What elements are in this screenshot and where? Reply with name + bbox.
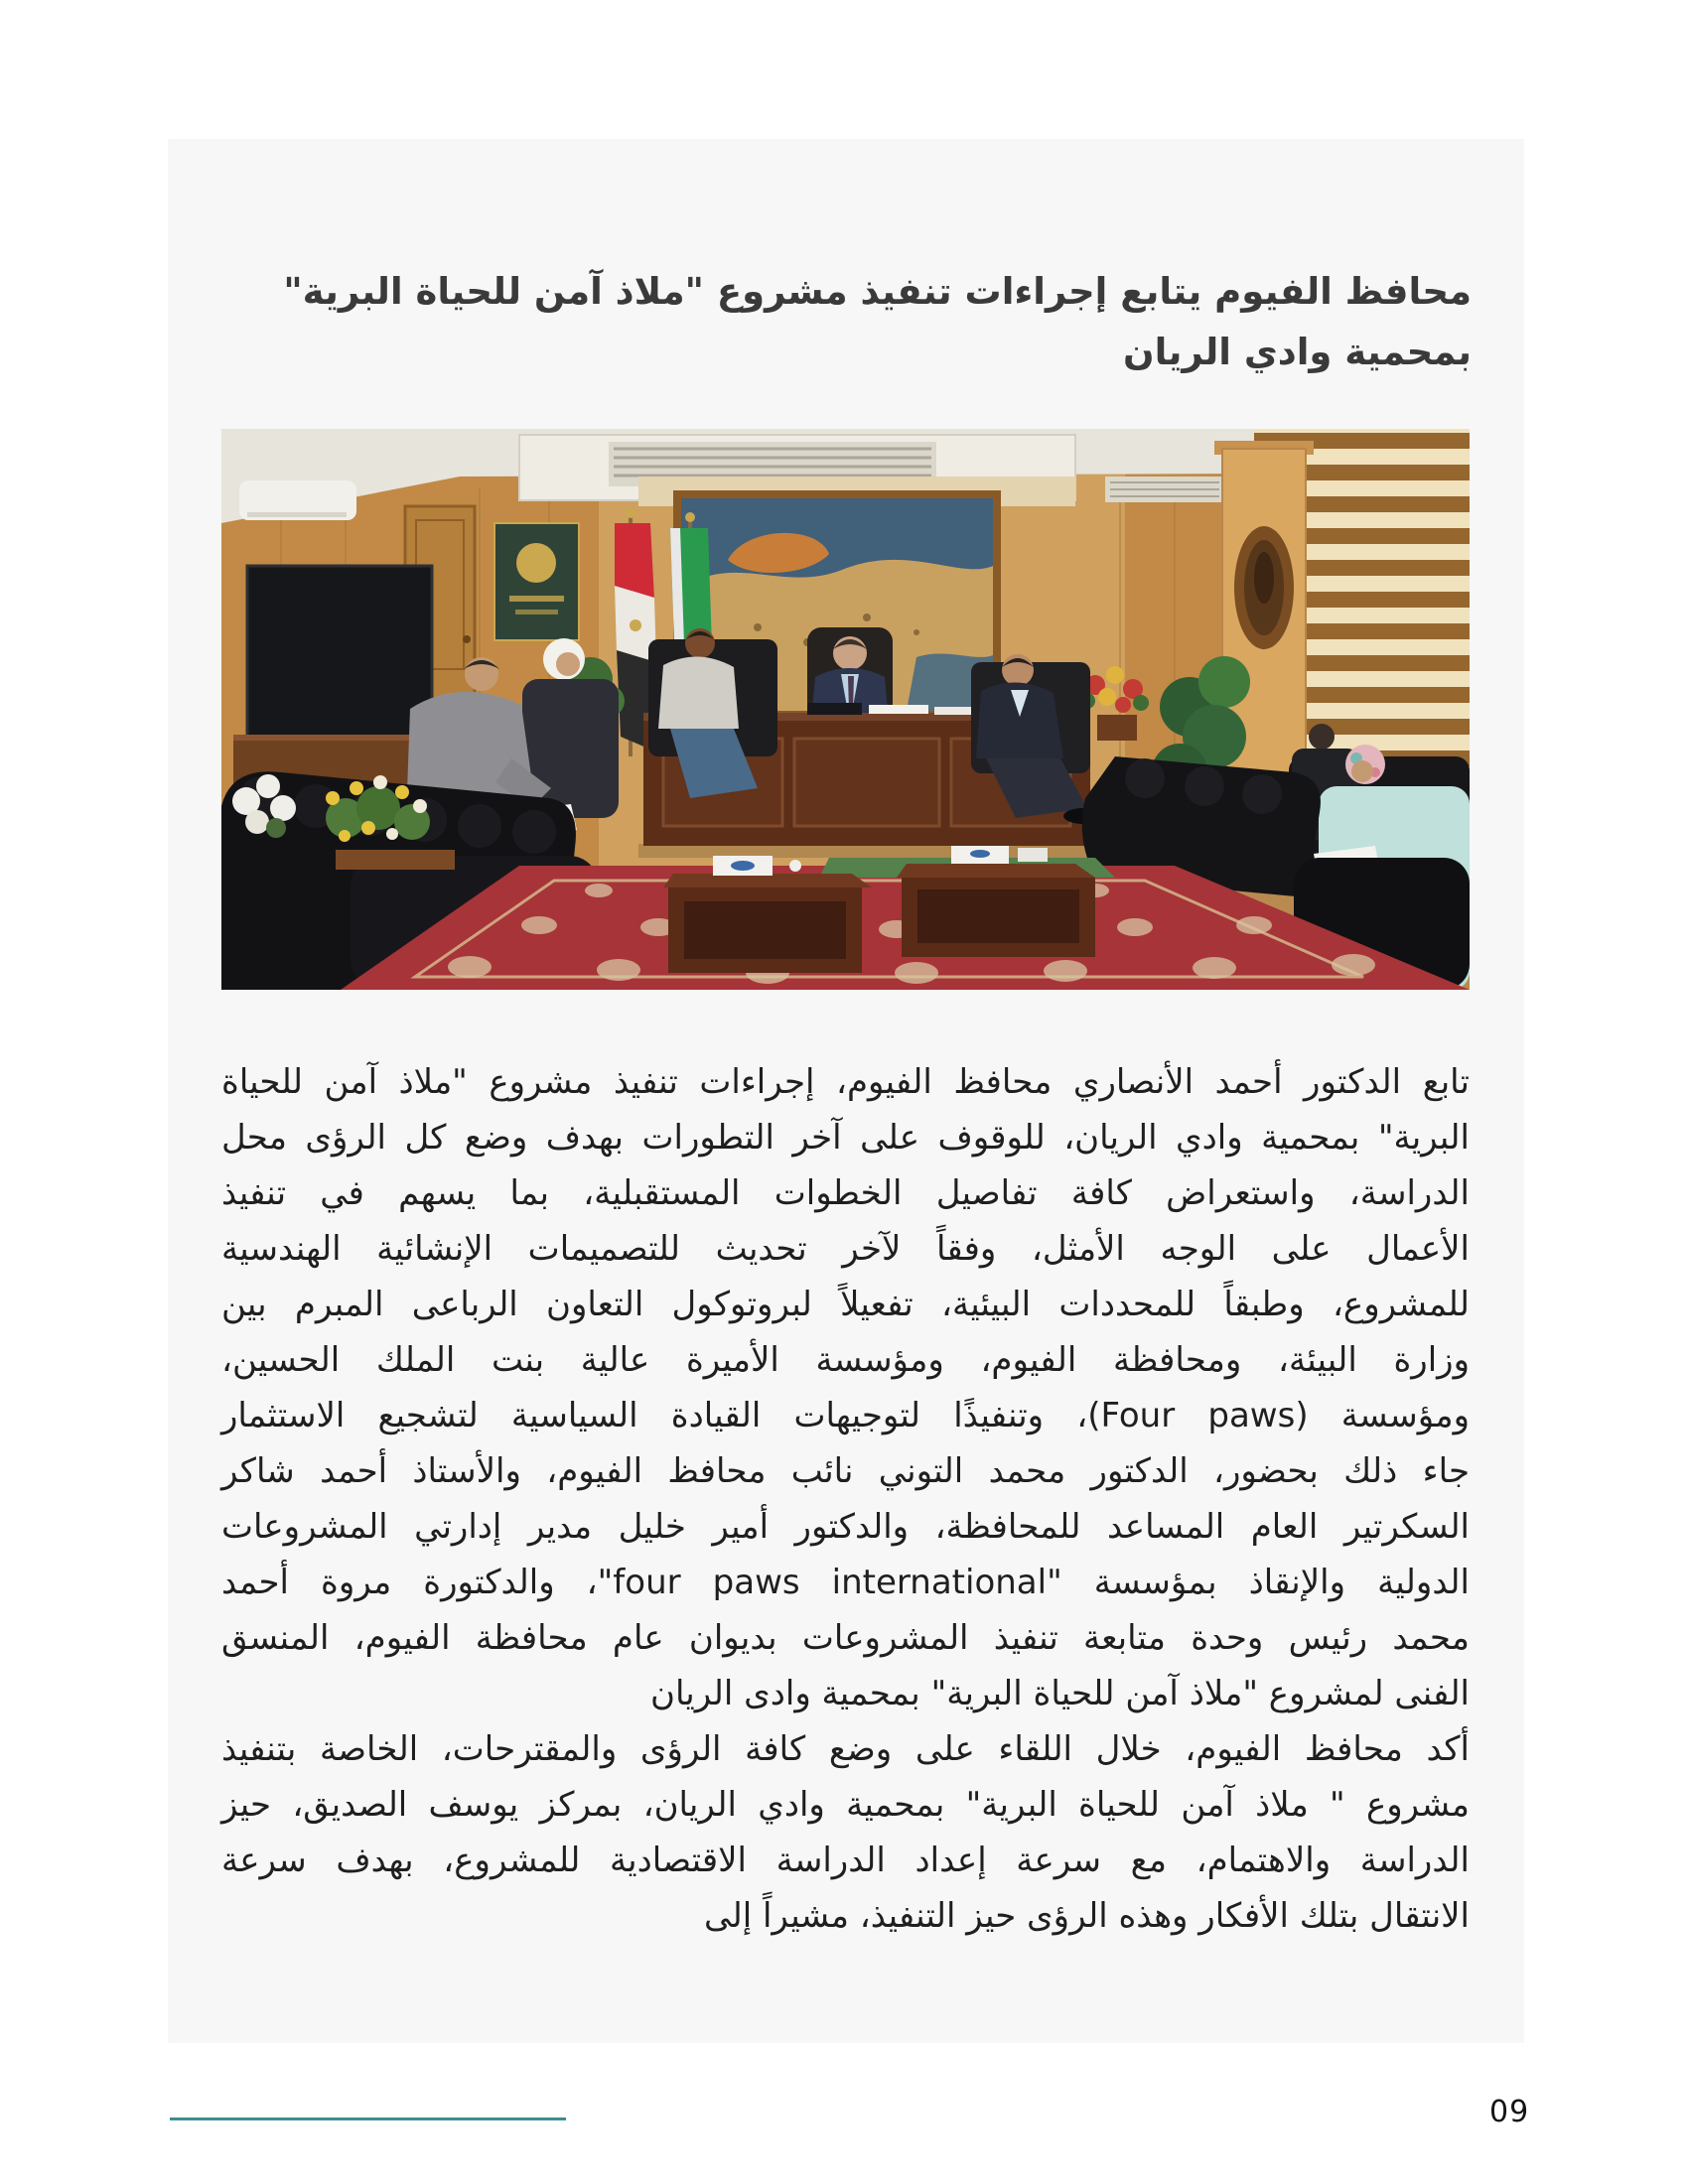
body-line: الدراسة، واستعراض كافة تفاصيل الخطوات المستقبلية، بما يسهم في تنفيذ [221, 1173, 1470, 1213]
air-conditioner [239, 480, 356, 520]
body-line: الفنى لمشروع "ملاذ آمن للحياة البرية" بمحمية وادى الريان [649, 1674, 1470, 1713]
body-line: البرية" بمحمية وادي الريان، للوقوف على آخر التطورات بهدف وضع كل الرؤى محل [221, 1118, 1470, 1158]
article-headline: محافظ الفيوم يتابع إجراءات تنفيذ مشروع "ملاذ آمن للحياة البرية" بمحمية وادي الريان [283, 269, 1472, 373]
article-body [221, 1054, 1470, 1944]
body-line: للمشروع، وطبقاً للمحددات البيئية، تفعيلاً لبروتوكول التعاون الرباعى المبرم بين [221, 1285, 1470, 1324]
body-line: ومؤسسة (Four paws)، وتنفيذًا لتوجيهات القيادة السياسية لتشجيع الاستثمار [221, 1396, 1470, 1435]
body-line: تابع الدكتور أحمد الأنصاري محافظ الفيوم، إجراءات تنفيذ مشروع "ملاذ آمن للحياة [221, 1062, 1470, 1102]
article-card [168, 139, 1524, 2043]
meeting-photo [221, 429, 1470, 990]
page-number: 09 [1489, 2095, 1530, 2129]
body-line: الدولية والإنقاذ بمؤسسة "four paws international"، والدكتورة مروة أحمد [221, 1563, 1470, 1602]
body-line: وزارة البيئة، ومحافظة الفيوم، ومؤسسة الأميرة عالية بنت الملك الحسين، [221, 1340, 1470, 1380]
body-line: جاء ذلك بحضور، الدكتور محمد التوني نائب محافظ الفيوم، والأستاذ أحمد شاكر [221, 1451, 1470, 1491]
wall-plaque [494, 523, 579, 640]
body-line: الأعمال على الوجه الأمثل، وفقاً لآخر تحديث للتصميمات الإنشائية الهندسية [221, 1229, 1470, 1269]
body-line: الدراسة والاهتمام، مع سرعة إعداد الدراسة الاقتصادية للمشروع، بهدف سرعة [221, 1841, 1470, 1880]
meeting-photo-illustration [221, 429, 1470, 990]
body-line: أكد محافظ الفيوم، خلال اللقاء على وضع كافة الرؤى والمقترحات، الخاصة بتنفيذ [221, 1729, 1470, 1769]
footer-accent-line [170, 2117, 566, 2120]
body-line: محمد رئيس وحدة متابعة تنفيذ المشروعات بديوان عام محافظة الفيوم، المنسق [221, 1618, 1470, 1658]
body-line: الانتقال بتلك الأفكار وهذه الرؤى حيز التنفيذ، مشيراً إلى [704, 1896, 1470, 1936]
tv-screen [247, 566, 432, 743]
body-line: السكرتير العام المساعد للمحافظة، والدكتور أمير خليل مدير إدارتي المشروعات [221, 1507, 1470, 1547]
body-line: مشروع " ملاذ آمن للحياة البرية" بمحمية وادي الريان، بمركز يوسف الصديق، حيز [221, 1785, 1470, 1825]
